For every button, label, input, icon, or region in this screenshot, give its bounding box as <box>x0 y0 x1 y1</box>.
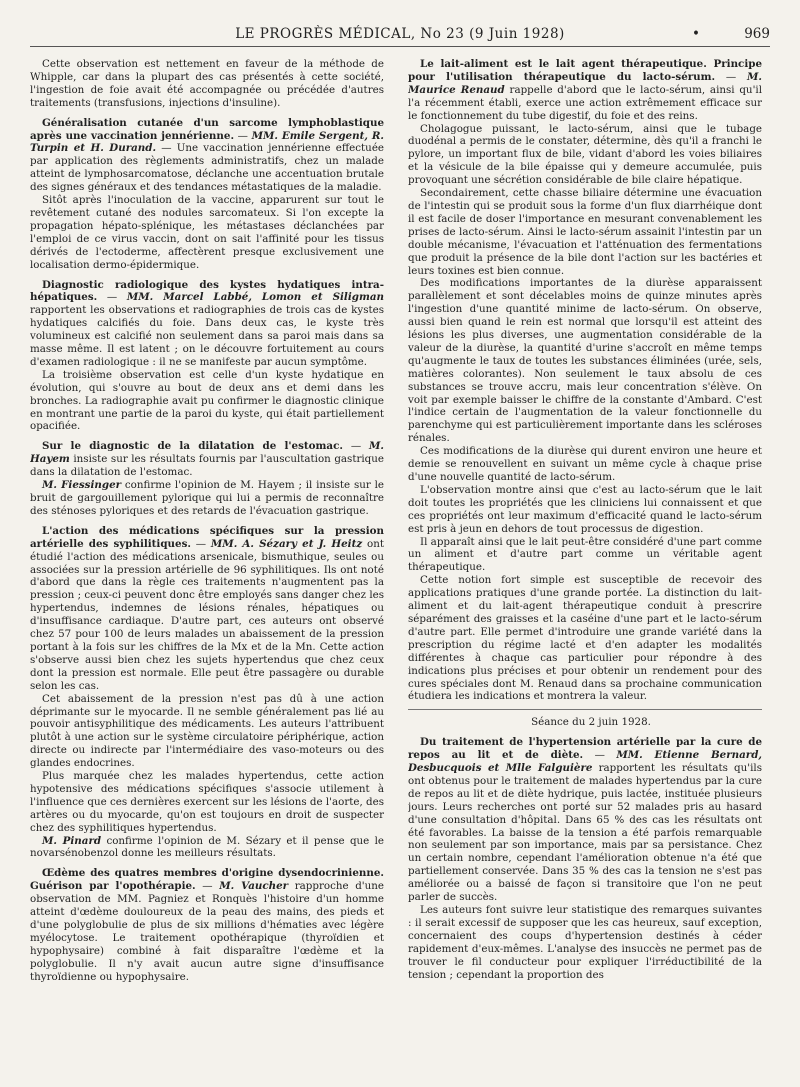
authors: MM. Etienne Bernard, Desbucquois et Mlle Falguière <box>408 749 762 775</box>
authors: M. Maurice Renaud <box>408 70 762 96</box>
dash: — <box>715 70 748 83</box>
authors: MM. A. Sézary et J. Heitz <box>210 537 363 550</box>
paragraph <box>30 117 384 194</box>
section-whipple <box>30 58 384 110</box>
text: insiste sur les résultats fournis par l'auscultation gastrique dans la dilatation de l'estomac. <box>30 453 384 479</box>
authors: MM. Emile Sergent, R. Turpin et H. Durand. <box>30 129 384 155</box>
section-heading: Sur le diagnostic de la dilatation de l'estomac. <box>42 440 343 453</box>
section-heading: Diagnostic radiologique des kystes hydatiques intra-hépatiques. <box>30 278 384 304</box>
paragraph <box>408 736 762 904</box>
dash: — <box>195 880 220 893</box>
paragraph: Les auteurs font suivre leur statistique des remarques suivantes : il serait excessif de supposer que les cas heureux, sauf exception, concernaient des coups d'hypertension destinés à céder rapidement d'eux-mêmes. L'analyse des insuccès ne permet pas de trouver le fil conducteur pour expliquer l'irréductibilité de la tension ; cependant la proportion des <box>408 904 762 981</box>
running-header <box>30 24 770 47</box>
section-syphilitiques <box>30 525 384 861</box>
dash: — <box>97 291 127 304</box>
dash: — <box>583 749 617 762</box>
section-oedeme <box>30 867 384 983</box>
authors: MM. Marcel Labbé, Lomon et Siligman <box>126 291 384 304</box>
section-divider <box>408 709 762 710</box>
paragraph: Plus marquée chez les malades hypertendus, cette action hypotensive des médications spécifiques s'associe utilement à l'influence que ces dernières exercent sur les lésions de l'aorte, des artères ou du myocarde, qu'on est toujours en droit de suspecter chez des syphilitiques hypertendus. <box>30 770 384 834</box>
paragraph: Cet abaissement de la pression n'est pas dû à une action déprimante sur le myocarde. Il ne semble généralement pas lié au pouvoir antisyphilitique des médicaments. Les auteurs l'attribuent plutôt à une action sur le système circulatoire périphérique, action directe ou indirecte par l'intermédiaire des vaso-moteurs ou des glandes endocrines. <box>30 692 384 770</box>
section-kystes <box>30 279 384 434</box>
text: rappelle d'abord que le lacto-sérum, ainsi qu'il l'a récemment établi, exerce une action extrêmement efficace sur le fonctionnement du tube digestif, du foie et des reins. <box>408 83 762 122</box>
text: rapportent les observations et radiographies de trois cas de kystes hydatiques calcifiés du foie. Dans deux cas, le kyste très volumineux est calcifié non seulement dans sa paroi mais dans sa masse même. Il est latent ; on le découvre fortuitement au cours d'examen radiologique : il ne se manifeste par aucun symptôme. <box>30 304 384 368</box>
section-estomac <box>30 440 384 517</box>
paragraph: Des modifications importantes de la diurèse apparaissent parallèlement et sont décelables moins de quinze minutes après l'ingestion d'une quantité minime de lacto-sérum. On observe, aussi bien quand le rein est normal que lorsqu'il est atteint des lésions les plus diverses, une augmentation considérable de la valeur de la diurèse, la quantité d'urine s'accroît en même temps qu'augmente le taux de toutes les substances éliminées (urée, sels, matières colorantes). Non seulement le taux absolu de ces substances se trouve accru, mais leur concentration s'élève. On voit par exemple baisser le chiffre de la constante d'Ambard. C'est l'indice certain de l'augmentation de la valeur fonctionnelle du parenchyme qui est particulièrement importante dans les scléroses rénales. <box>408 277 762 445</box>
authors: M. Vaucher <box>219 880 289 893</box>
section-lacto-serum <box>408 58 762 703</box>
right-column <box>408 58 762 1076</box>
dash: — <box>190 537 211 550</box>
paragraph: Cette notion fort simple est susceptible de recevoir des applications pratiques d'une grande portée. La distinction du lait-aliment et du lait-agent thérapeutique conduit à prescrire séparément des graisses et la caséine d'une part et le lacto-sérum d'autre part. Elle permet d'introduire une grande variété dans la prescription du régime lacté et d'en adapter les modalités différentes à chaque cas particulier pour répondre à des indications plus précises et pour obtenir un rendement pour des cures spéciales dont M. Renaud dans sa prochaine communication étudiera les indications et montrera la valeur. <box>408 574 762 703</box>
dash: — <box>234 129 252 142</box>
paragraph <box>30 279 384 369</box>
paragraph <box>30 835 384 861</box>
text: confirme l'opinion de M. Sézary et il pense que le novarsénobenzol donne les meilleurs résultats. <box>30 834 384 860</box>
journal-title: LE PROGRÈS MÉDICAL, No 23 (9 Juin 1928) <box>235 26 565 42</box>
paragraph: Secondairement, cette chasse biliaire détermine une évacuation de l'intestin qui se produit sous la forme d'un flux diarrhéique dont il est facile de doser l'importance en mesurant convenablement les prises de lacto-sérum. Ainsi le lacto-sérum assainit l'intestin par un double mécanisme, l'évacuation et l'atténuation des fermentations que produit la présence de la bile dont l'action sur les bactéries et leurs toxines est bien connue. <box>408 187 762 277</box>
section-heading: Généralisation cutanée d'un sarcome lymphoblastique après une vaccination jennérienne. <box>30 116 384 142</box>
text: — Une vaccination jennérienne effectuée par application des règlements administratifs, chez un malade atteint de lymphosarcomatose, déclanche une accentuation brutale des signes généraux et des tendances métastatiques de la maladie. <box>30 142 384 194</box>
paragraph <box>408 58 762 123</box>
paragraph: Cette observation est nettement en faveur de la méthode de Whipple, car dans la plupart des cas présentés à cette société, l'ingestion de foie avait été accompagnée ou précédée d'autres traitements (transfusions, injections d'insuline). <box>30 58 384 109</box>
page-number: 969 <box>744 26 770 42</box>
section-heading: Œdème des quatres membres d'origine dysendocrinienne. Guérison par l'opothérapie. <box>30 867 384 893</box>
paragraph <box>30 525 384 693</box>
paragraph <box>30 867 384 983</box>
session-date: Séance du 2 juin 1928. <box>531 716 651 729</box>
authors: M. Hayem <box>30 440 384 466</box>
paragraph <box>30 479 384 518</box>
section-heading: L'action des médications spécifiques sur la pression artérielle des syphilitiques. <box>30 524 384 550</box>
section-heading: Le lait-aliment est le lait agent thérapeutique. Principe pour l'utilisation thérapeutique du lacto-sérum. <box>408 58 762 83</box>
text: ont étudié l'action des médications arsenicale, bismuthique, seules ou associées sur la pression artérielle de 96 syphilitiques. Ils ont noté d'abord que dans la règle ces traitements n'augmentent pas la pression ; ceux-ci peuvent donc être employés sans danger chez les hypertendus, indemnes de lésions rénales, hépatiques ou d'insuffisance cardiaque. D'autre part, ces auteurs ont observé chez 57 pour 100 de leurs malades un abaissement de la pression portant à la fois sur les chiffres de la Mx et de la Mn. Cette action s'observe aussi bien chez les sujets hypertendus que chez ceux dont la pression est normale. Elle peut être passagère ou durable selon les cas. <box>30 537 384 692</box>
paragraph: Cholagogue puissant, le lacto-sérum, ainsi que le tubage duodénal a permis de le constater, détermine, dès qu'il a franchi le pylore, un important flux de bile, vidant d'abord les voies biliaires et la vésicule de la bile épaisse qui y demeure accumulée, puis provoquant une sécrétion considérable de bile claire hépatique. <box>408 122 762 187</box>
section-sarcome <box>30 117 384 272</box>
text: rapproche d'une observation de MM. Pagniez et Ronquès l'histoire d'un homme atteint d'œdème douloureux de la peau des mains, des pieds et d'une polyglobulie de plus de six millions d'hématies avec légère myélocytose. Le traitement opothérapique (thyroïdien et hypophysaire) combiné à fait disparaître l'œdème et la polyglobulie. Il n'y avait aucun autre signe d'insuffisance thyroïdienne ou hypophysaire. <box>30 880 384 983</box>
authors: M. Fiessinger <box>42 479 122 492</box>
section-hypertension <box>408 736 762 981</box>
paragraph <box>30 440 384 479</box>
text: rapportent les résultats qu'ils ont obtenus pour le traitement de malades hypertendus par la cure de repos au lit et de diète hydrique, puis lactée, instituée plusieurs jours. Leurs recherches ont porté sur 52 malades pris au hasard d'une consultation d'hôpital. Dans 65 % des cas les résultats ont été favorables. La baisse de la tension a été parfois remarquable non seulement par son importance, mais par sa persistance. Chez un certain nombre, cependant l'amélioration obtenue n'a été que partiellement conservée. Dans 35 % des cas la tension ne s'est pas améliorée ou a baissé de façon si transitoire que l'on ne peut parler de succès. <box>408 762 762 904</box>
paragraph: L'observation montre ainsi que c'est au lacto-sérum que le lait doit toutes les propriétés que les cliniciens lui connaissent et que ces propriétés ont leur maximum d'efficacité quand le lacto-sérum est pris à jeun en dehors de tout processus de digestion. <box>408 483 762 535</box>
paragraph: Sitôt après l'inoculation de la vaccine, apparurent sur tout le revêtement cutané des nodules sarcomateux. Si l'on excepte la propagation hépato-splénique, les métastases déclanchées par l'emploi de ce virus vaccin, dont on sait l'affinité pour les tissus dérivés de l'ectoderme, affectèrent presque exclusivement une localisation dermo-épidermique. <box>30 194 384 271</box>
authors: M. Pinard <box>42 834 102 847</box>
dash: — <box>342 440 370 453</box>
left-column <box>30 58 384 1076</box>
header-dot: • <box>692 26 700 42</box>
section-heading: Du traitement de l'hypertension artérielle par la cure de repos au lit et de diète. <box>408 736 762 762</box>
text: confirme l'opinion de M. Hayem ; il insiste sur le bruit de gargouillement pylorique qui lui a permis de reconnaître des sténoses pyloriques et des retards de l'évacuation gastrique. <box>30 479 384 517</box>
paragraph: Ces modifications de la diurèse qui durent environ une heure et demie se renouvellent en suivant un même cycle à chaque prise d'une nouvelle quantité de lacto-sérum. <box>408 445 762 483</box>
paragraph: Il apparaît ainsi que le lait peut-être considéré d'une part comme un aliment et d'autre part comme un véritable agent thérapeutique. <box>408 535 762 574</box>
paragraph: La troisième observation est celle d'un kyste hydatique en évolution, qui s'ouvre au bout de deux ans et demi dans les bronches. La radiographie avait pu confirmer le diagnostic clinique en montrant une partie de la paroi du kyste, qui était partiellement opacifiée. <box>30 368 384 433</box>
